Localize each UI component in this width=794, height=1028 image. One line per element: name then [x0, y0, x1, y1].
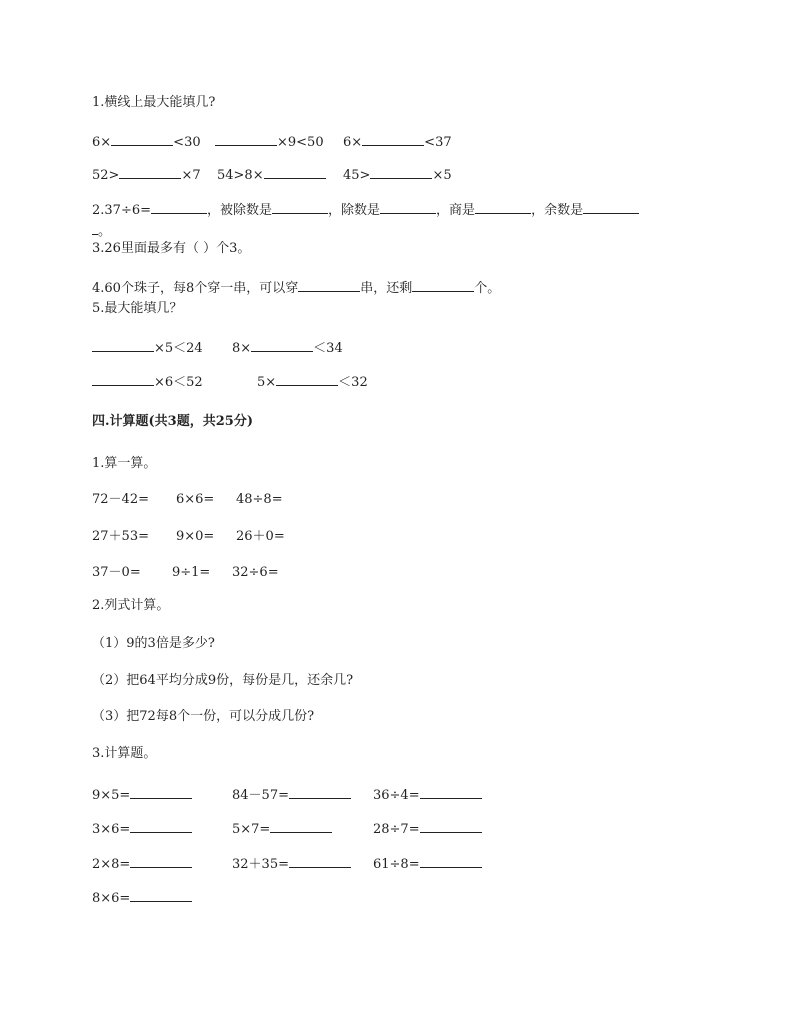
calc-cell: 32÷6=: [232, 565, 279, 580]
calc-cell: [373, 855, 482, 873]
question-line: [92, 201, 639, 219]
expr-text: 52>: [92, 168, 120, 183]
fill-row: [92, 339, 203, 357]
expr-text: ＜32: [338, 375, 368, 390]
question-text: ，除数是: [328, 203, 381, 218]
answer-blank[interactable]: [151, 201, 207, 214]
expr-text: 2×8=: [92, 857, 131, 872]
fill-row: [215, 133, 324, 151]
calc-cell: [232, 786, 351, 804]
question-title: 1.算一算。: [92, 456, 157, 471]
calc-cell: [373, 820, 482, 838]
answer-blank[interactable]: [298, 279, 360, 292]
answer-blank[interactable]: [130, 786, 192, 799]
expr-text: 54>8×: [217, 168, 264, 183]
answer-blank[interactable]: [130, 889, 192, 902]
expr-text: ×9<50: [277, 135, 324, 150]
list-item: （2）把64平均分成9份，每份是几，还余几?: [92, 673, 354, 688]
answer-blank[interactable]: [130, 855, 192, 868]
fill-row: [257, 373, 368, 391]
expr-text: ×5＜24: [154, 341, 203, 356]
calc-cell: 9÷1=: [172, 565, 211, 580]
calc-cell: [92, 855, 192, 873]
question-text: 串，还剩: [360, 281, 413, 296]
expr-text: 8×6=: [92, 891, 131, 906]
calc-cell: [92, 889, 192, 907]
expr-text: 61÷8=: [373, 857, 420, 872]
answer-blank[interactable]: [420, 855, 482, 868]
fill-row: [343, 166, 452, 184]
list-item: （3）把72每8个一份，可以分成几份?: [92, 709, 315, 724]
calc-cell: [92, 820, 192, 838]
calc-cell: [232, 855, 351, 873]
question-text: ，余数是: [531, 203, 584, 218]
fill-row: [343, 133, 452, 151]
expr-text: ＜34: [313, 341, 343, 356]
answer-blank[interactable]: [272, 201, 328, 214]
expr-text: 45>: [343, 168, 371, 183]
expr-text: 32＋35=: [232, 857, 289, 872]
expr-text: 6×: [343, 135, 363, 150]
expr-text: 5×: [257, 375, 277, 390]
calc-cell: 26＋0=: [236, 529, 285, 544]
fill-row: [92, 133, 201, 151]
question-text: ，商是: [436, 203, 476, 218]
answer-blank[interactable]: [475, 201, 531, 214]
question-line: [92, 279, 500, 297]
question-text: ，被除数是: [207, 203, 273, 218]
answer-blank[interactable]: [111, 133, 173, 146]
answer-blank[interactable]: [289, 855, 351, 868]
answer-blank[interactable]: [289, 786, 351, 799]
answer-blank[interactable]: [420, 786, 482, 799]
answer-blank[interactable]: [92, 339, 154, 352]
answer-blank[interactable]: [130, 820, 192, 833]
question-text: 4.60个珠子，每8个穿一串，可以穿: [92, 281, 299, 296]
fill-row: [92, 166, 201, 184]
question-title: 3.计算题。: [92, 746, 157, 761]
expr-text: ×6＜52: [154, 375, 203, 390]
question-text: 2.37÷6=: [92, 203, 152, 218]
question-text: 。: [98, 224, 112, 239]
question-line-wrap: [92, 222, 111, 240]
calc-cell: [92, 786, 192, 804]
fill-row: [217, 166, 326, 184]
expr-text: 9×5=: [92, 788, 131, 803]
calc-cell: [232, 820, 332, 838]
calc-cell: 6×6=: [176, 492, 215, 507]
expr-text: 84－57=: [232, 788, 289, 803]
fill-row: [232, 339, 343, 357]
fill-row: [92, 373, 203, 391]
question-title: 5.最大能填几？: [92, 301, 183, 316]
answer-blank[interactable]: [380, 201, 436, 214]
calc-cell: 9×0=: [176, 529, 215, 544]
answer-blank[interactable]: [362, 133, 424, 146]
expr-text: 36÷4=: [373, 788, 420, 803]
expr-text: 28÷7=: [373, 822, 420, 837]
calc-cell: 27＋53=: [92, 529, 149, 544]
expr-text: <30: [173, 135, 201, 150]
answer-blank[interactable]: [264, 166, 326, 179]
expr-text: 6×: [92, 135, 112, 150]
expr-text: ×5: [432, 168, 452, 183]
expr-text: 3×6=: [92, 822, 131, 837]
answer-blank[interactable]: [251, 339, 313, 352]
expr-text: <37: [424, 135, 452, 150]
calc-cell: 72－42=: [92, 492, 149, 507]
calc-cell: 48÷8=: [236, 492, 283, 507]
answer-blank[interactable]: [270, 820, 332, 833]
calc-cell: [373, 786, 482, 804]
expr-text: 5×7=: [232, 822, 271, 837]
question-line: 3.26里面最多有（ ）个3。: [92, 241, 251, 256]
expr-text: 8×: [232, 341, 252, 356]
answer-blank[interactable]: [276, 373, 338, 386]
expr-text: ×7: [181, 168, 201, 183]
answer-blank[interactable]: [92, 373, 154, 386]
list-item: （1）9的3倍是多少?: [92, 636, 215, 651]
calc-cell: 37－0=: [92, 565, 141, 580]
question-title: 2.列式计算。: [92, 598, 170, 613]
answer-blank[interactable]: [412, 279, 474, 292]
section-heading: 四.计算题(共3题，共25分): [92, 414, 253, 429]
answer-blank[interactable]: [583, 201, 639, 214]
answer-blank[interactable]: [215, 133, 277, 146]
answer-blank[interactable]: [119, 166, 181, 179]
question-text: 个。: [474, 281, 501, 296]
question-title: 1.横线上最大能填几?: [92, 95, 216, 110]
answer-blank[interactable]: [370, 166, 432, 179]
answer-blank[interactable]: [420, 820, 482, 833]
